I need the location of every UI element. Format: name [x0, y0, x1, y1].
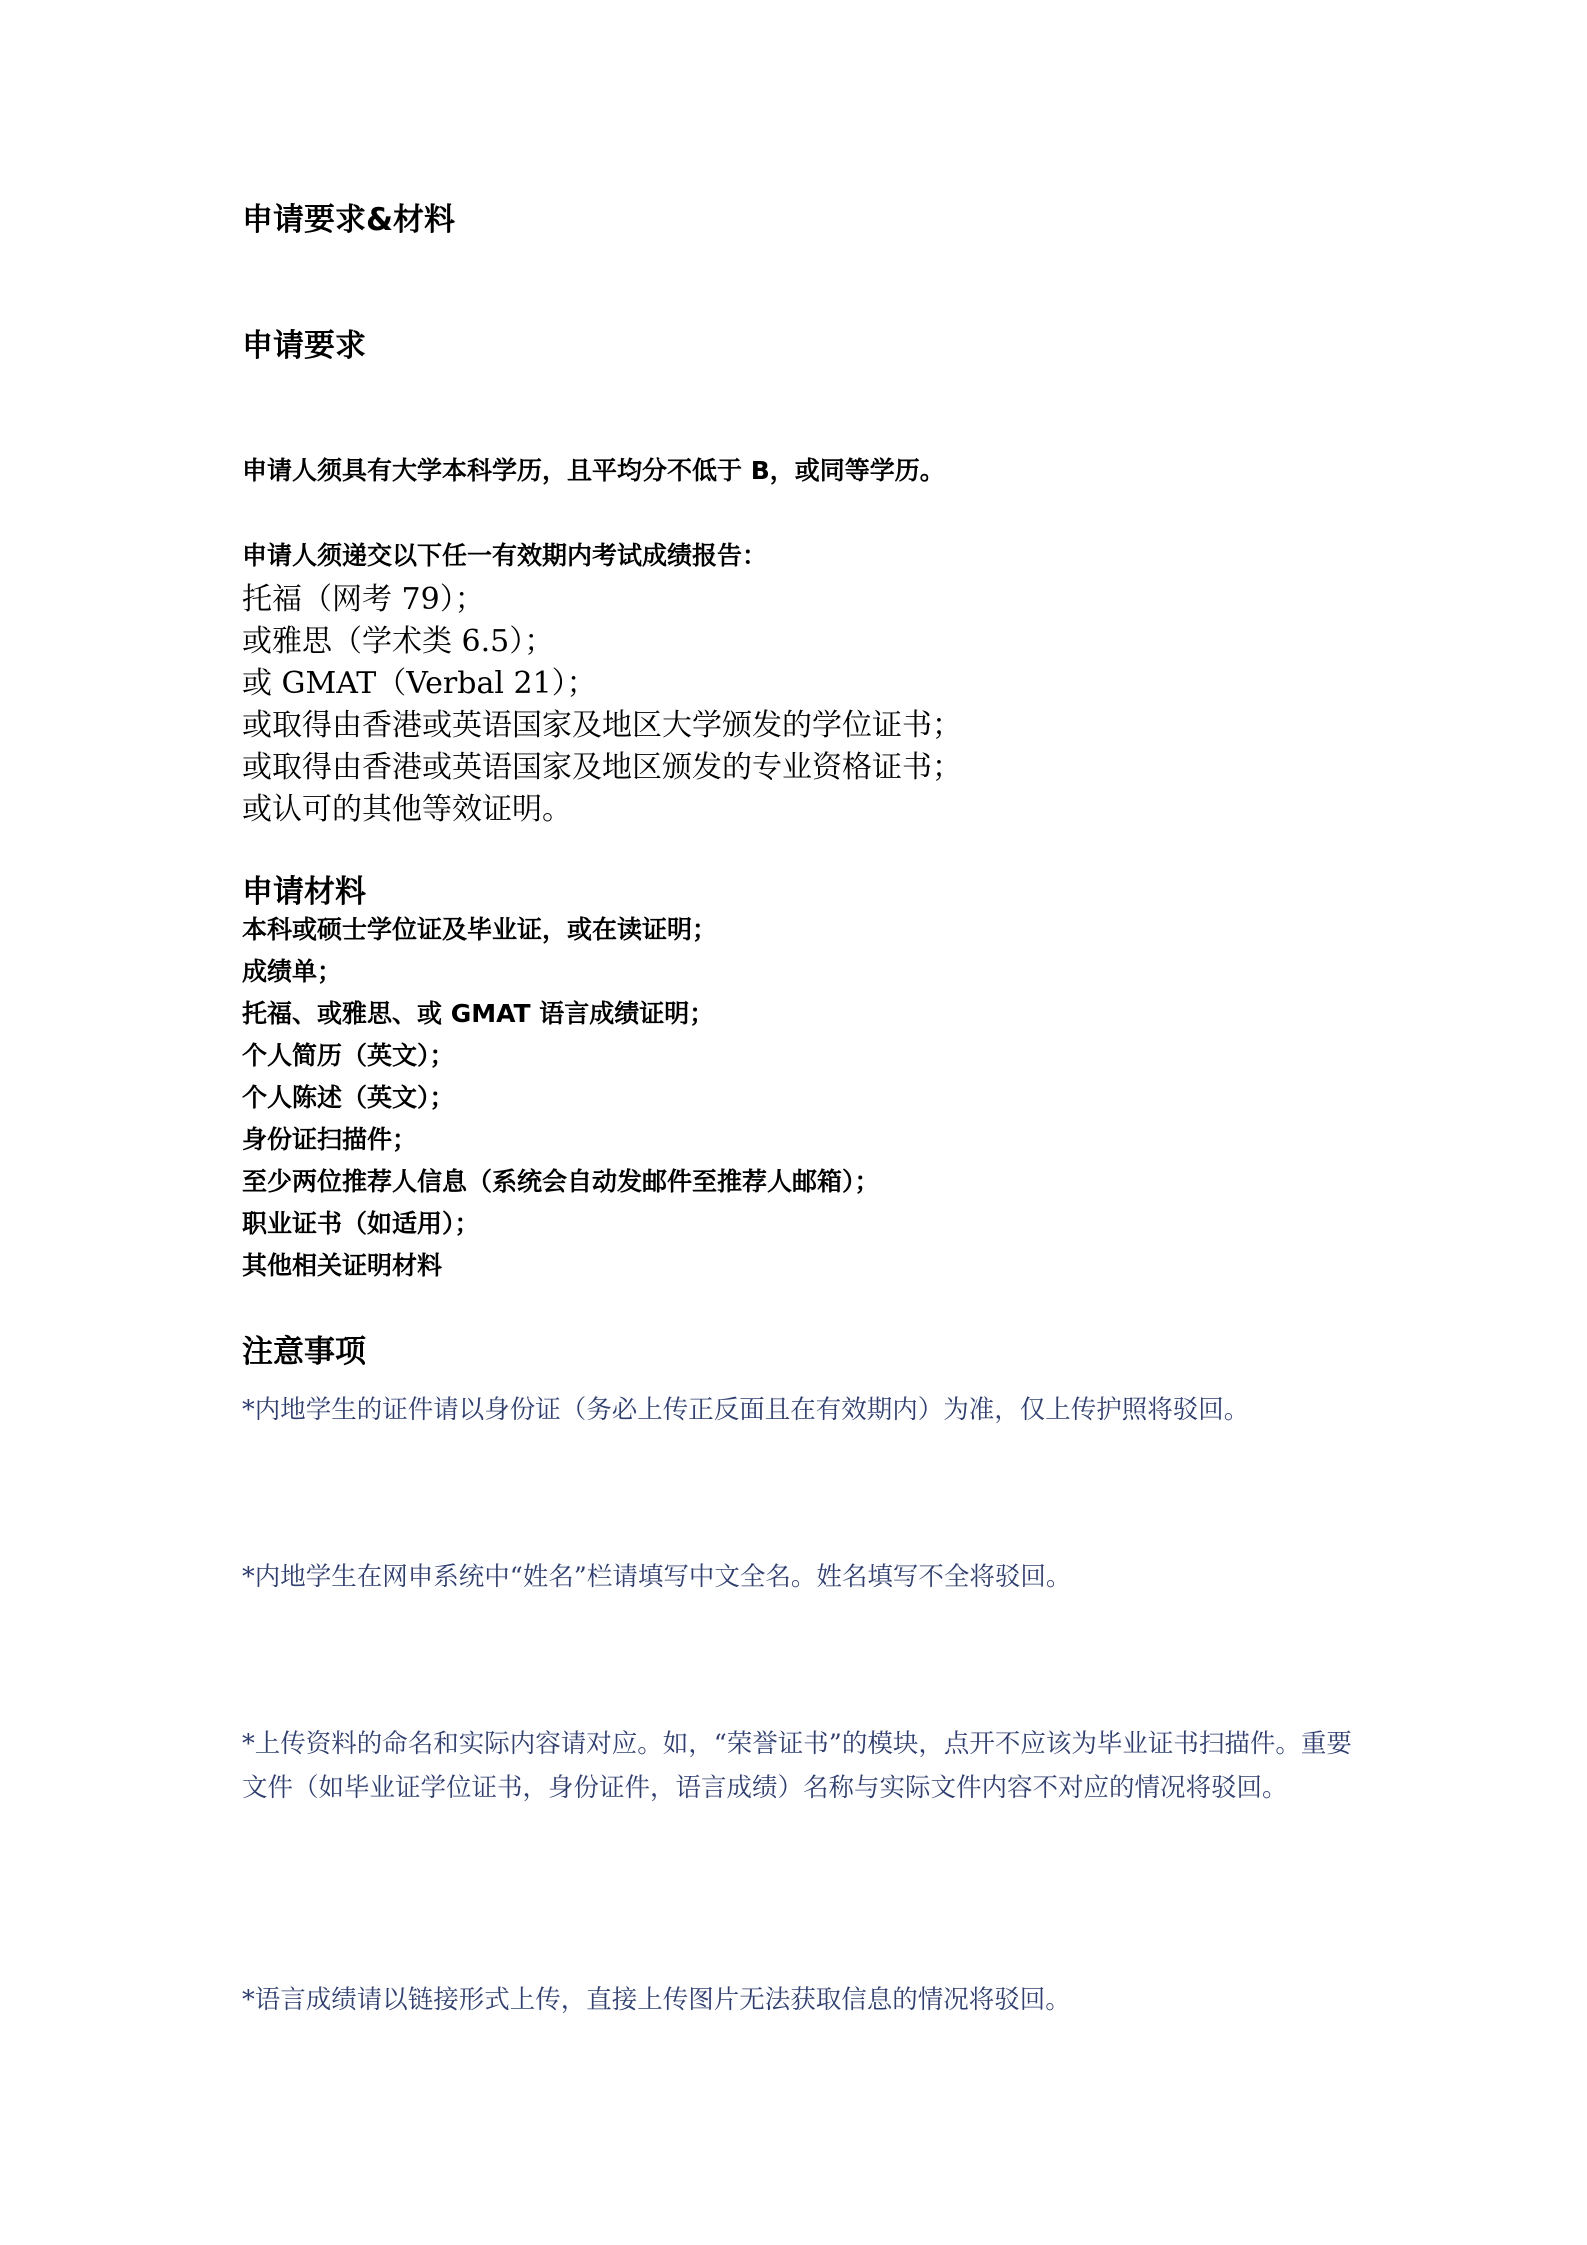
material-item: 至少两位推荐人信息（系统会自动发邮件至推荐人邮箱）； [242, 1167, 880, 1196]
exam-item: 或 GMAT（Verbal 21）； [242, 666, 597, 701]
material-item: 其他相关证明材料 [242, 1251, 443, 1280]
exam-item: 或取得由香港或英语国家及地区颁发的专业资格证书； [242, 750, 962, 785]
notes-heading: 注意事项 [242, 1334, 366, 1370]
exam-item: 或取得由香港或英语国家及地区大学颁发的学位证书； [242, 708, 962, 743]
note-item: *内地学生在网申系统中“姓名”栏请填写中文全名。姓名填写不全将驳回。 [242, 1562, 1072, 1592]
material-item: 个人简历（英文）； [242, 1041, 455, 1070]
material-item: 成绩单； [242, 957, 343, 986]
requirements-heading: 申请要求 [242, 328, 366, 364]
note-item: *上传资料的命名和实际内容请对应。如，“荣誉证书”的模块，点开不应该为毕业证书扫描件。重要文件（如毕业证学位证书，身份证件，语言成绩）名称与实际文件内容不对应的情况将驳回。 [242, 1729, 1352, 1803]
document-title: 申请要求&材料 [242, 202, 456, 238]
exam-item: 或认可的其他等效证明。 [242, 792, 572, 827]
exam-intro: 申请人须递交以下任一有效期内考试成绩报告： [242, 541, 768, 570]
material-item: 职业证书（如适用）； [242, 1209, 480, 1238]
exam-item: 或雅思（学术类 6.5）； [242, 624, 555, 659]
materials-heading: 申请材料 [242, 874, 366, 910]
degree-requirement: 申请人须具有大学本科学历，且平均分不低于 B，或同等学历。 [242, 456, 945, 485]
material-item: 身份证扫描件； [242, 1125, 418, 1154]
note-item: *内地学生的证件请以身份证（务必上传正反面且在有效期内）为准，仅上传护照将驳回。 [242, 1395, 1250, 1425]
material-item: 个人陈述（英文）； [242, 1083, 455, 1112]
material-item: 本科或硕士学位证及毕业证，或在读证明； [242, 915, 718, 944]
note-item: *语言成绩请以链接形式上传，直接上传图片无法获取信息的情况将驳回。 [242, 1985, 1071, 2015]
material-item: 托福、或雅思、或 GMAT 语言成绩证明； [242, 999, 715, 1028]
exam-item: 托福（网考 79）； [242, 582, 485, 617]
